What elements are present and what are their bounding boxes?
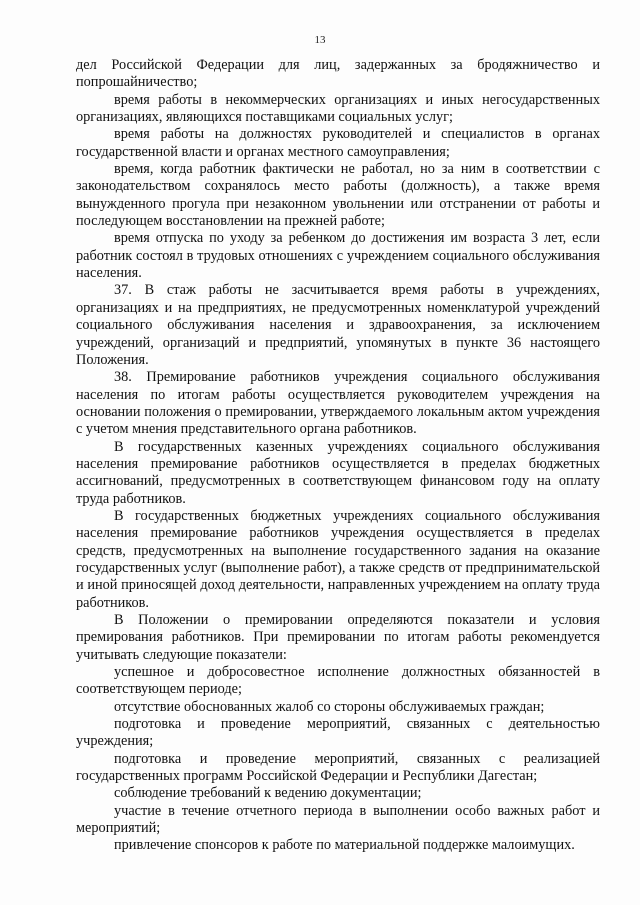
paragraph: подготовка и проведение мероприятий, связанных с реализацией государственных программ Российской Федерации и Республики Дагестан; bbox=[76, 750, 600, 785]
paragraph: привлечение спонсоров к работе по материальной поддержке малоимущих. bbox=[114, 837, 575, 854]
paragraph: участие в течение отчетного периода в выполнении особо важных работ и мероприятий; bbox=[76, 802, 600, 837]
paragraph: В Положении о премировании определяются показатели и условия премирования работников. При премировании по итогам работы рекомендуется учитывать следующие показатели: bbox=[76, 612, 600, 663]
paragraph: время работы на должностях руководителей и специалистов в органах государственной власти и органах местного самоуправления; bbox=[76, 126, 600, 160]
document-body bbox=[76, 57, 600, 855]
paragraph: отсутствие обоснованных жалоб со стороны обслуживаемых граждан; bbox=[114, 698, 545, 715]
page-number: 13 bbox=[314, 34, 326, 46]
paragraph: успешное и добросовестное исполнение должностных обязанностей в соответствующем периоде; bbox=[76, 664, 600, 698]
paragraph: дел Российской Федерации для лиц, задержанных за бродяжничество и попрошайничество; bbox=[76, 57, 600, 91]
paragraph: время отпуска по уходу за ребенком до достижения им возраста 3 лет, если работник состоял в трудовых отношениях с учреждением социального обслуживания населения. bbox=[76, 230, 600, 282]
paragraph: 37. В стаж работы не засчитывается время работы в учреждениях, организациях и на предприятиях, не предусмотренных номенклатурой учреждений социального обслуживания населения и здравоохранения, за исключением учреждений, организаций и предприятий, упомянутых в пункте 36 настоящего Положения. bbox=[76, 282, 600, 368]
paragraph: 38. Премирование работников учреждения социального обслуживания населения по итогам работы осуществляется руководителем учреждения на основании положения о премировании, утверждаемого локальным актом учреждения с учетом мнения представительного органа работников. bbox=[76, 369, 600, 438]
paragraph: время работы в некоммерческих организациях и иных негосударственных организациях, являющихся поставщиками социальных услуг; bbox=[76, 91, 600, 126]
paragraph: подготовка и проведение мероприятий, связанных с деятельностью учреждения; bbox=[76, 716, 600, 750]
paragraph: В государственных казенных учреждениях социального обслуживания населения премирование работников осуществляется в пределах бюджетных ассигнований, предусмотренных в соответствующем финансовом году на оплату труда работников. bbox=[76, 438, 600, 507]
paragraph: соблюдение требований к ведению документации; bbox=[114, 785, 422, 802]
paragraph: В государственных бюджетных учреждениях социального обслуживания населения премирование работников учреждения осуществляется в пределах средств, предусмотренных на выполнение государственного задания на оказание государственных услуг (выполнение работ), а также средств от предпринимательской и иной приносящей доход деятельности, направленных учреждением на оплату труда работников. bbox=[76, 507, 600, 611]
paragraph: время, когда работник фактически не работал, но за ним в соответствии с законодательством сохранялось место работы (должность), а также время вынужденного прогула при незаконном увольнении или отстранении от работы и последующем восстановлении на прежней работе; bbox=[76, 161, 600, 230]
